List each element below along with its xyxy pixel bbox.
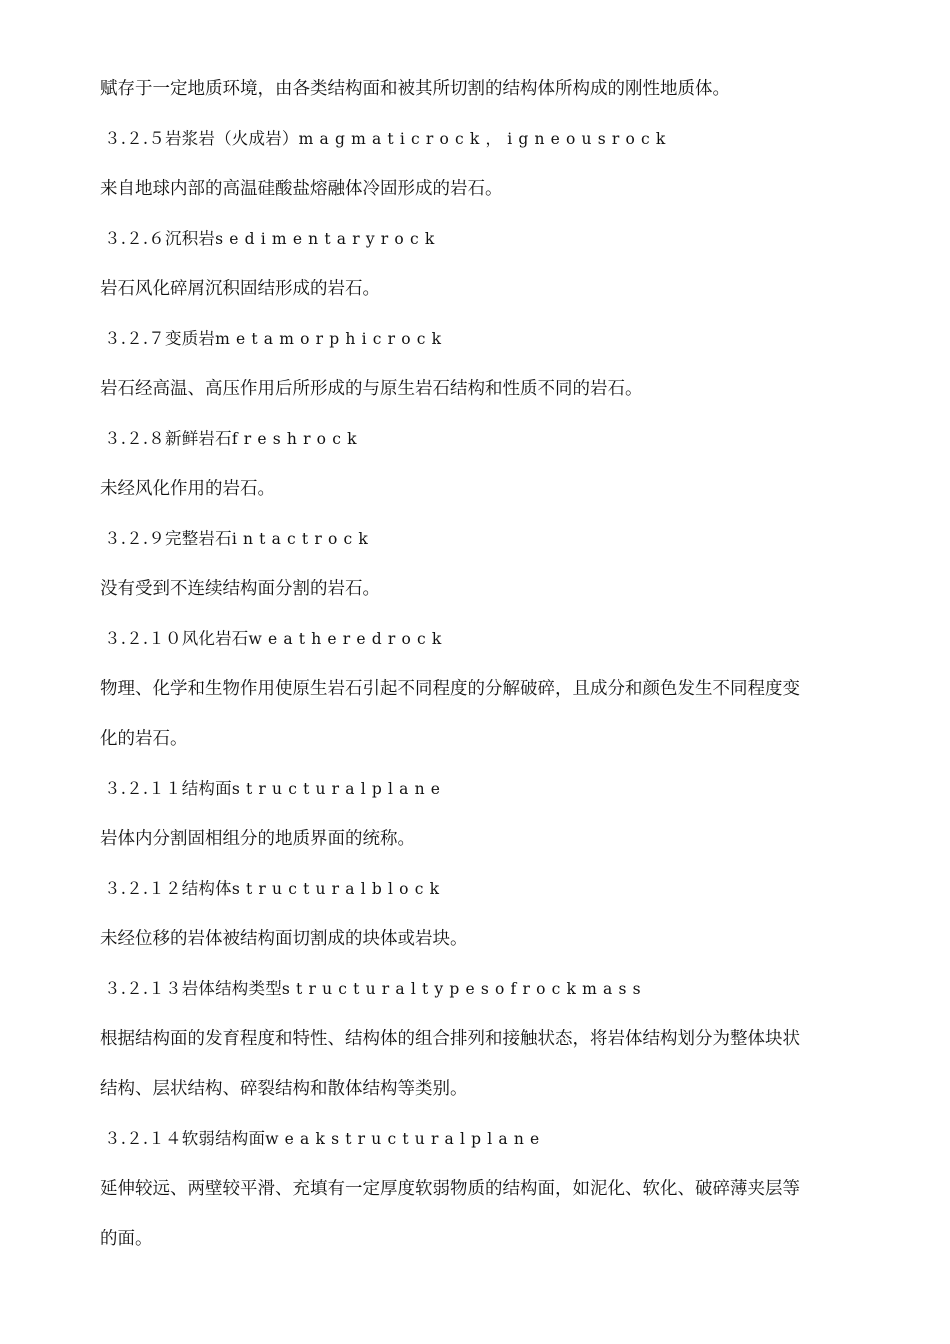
term-english: magmaticrock，igneousrock: [298, 130, 672, 148]
term-definition: 岩体内分割固相组分的地质界面的统称。: [100, 829, 415, 849]
term-heading-3-2-5: [100, 120, 880, 170]
term-heading-3-2-14: [100, 1120, 880, 1170]
term-chinese: 新鲜岩石: [165, 429, 232, 448]
term-heading-3-2-10: [100, 620, 880, 670]
term-english: intactrock: [231, 530, 374, 548]
term-number: ３.２.５: [104, 129, 165, 148]
term-heading-3-2-11: [100, 770, 880, 820]
term-definition: 物理、化学和生物作用使原生岩石引起不同程度的分解破碎，且成分和颜色发生不同程度变: [100, 679, 800, 699]
term-number: ３.２.１３: [104, 979, 182, 998]
term-heading-3-2-7: [100, 320, 880, 370]
term-english: sedimentaryrock: [215, 230, 441, 248]
term-english: metamorphicrock: [215, 330, 448, 348]
term-definition: 根据结构面的发育程度和特性、结构体的组合排列和接触状态，将岩体结构划分为整体块状: [100, 1029, 800, 1049]
term-number: ３.２.７: [104, 329, 165, 348]
term-chinese: 沉积岩: [165, 229, 216, 248]
term-english: structuralblock: [231, 880, 446, 898]
term-definition: 没有受到不连续结构面分割的岩石。: [100, 579, 380, 599]
term-definition-continued: 化的岩石。: [100, 729, 188, 749]
term-number: ３.２.１４: [104, 1129, 182, 1148]
term-number: ３.２.１１: [104, 779, 182, 798]
term-number: ３.２.９: [104, 529, 165, 548]
term-heading-3-2-9: [100, 520, 880, 570]
term-chinese: 变质岩: [165, 329, 216, 348]
document-body: [100, 70, 880, 1270]
term-heading-3-2-6: [100, 220, 880, 270]
term-heading-3-2-12: [100, 870, 880, 920]
term-english: structuraltypesofrockmass: [281, 980, 647, 998]
term-number: ３.２.１０: [104, 629, 182, 648]
term-definition: 来自地球内部的高温硅酸盐熔融体冷固形成的岩石。: [100, 179, 503, 199]
term-chinese: 风化岩石: [181, 629, 249, 648]
term-definition: 岩石经高温、高压作用后所形成的与原生岩石结构和性质不同的岩石。: [100, 379, 643, 399]
term-chinese: 岩体结构类型: [181, 979, 282, 998]
term-definition: 延伸较远、两壁较平滑、充填有一定厚度软弱物质的结构面，如泥化、软化、破碎薄夹层等: [100, 1179, 800, 1199]
term-definition-continued: 的面。: [100, 1229, 153, 1249]
term-heading-3-2-13: [100, 970, 880, 1020]
term-definition-continued: 结构、层状结构、碎裂结构和散体结构等类别。: [100, 1079, 468, 1099]
term-heading-3-2-8: [100, 420, 880, 470]
term-definition: 岩石风化碎屑沉积固结形成的岩石。: [100, 279, 380, 299]
term-number: ３.２.８: [104, 429, 165, 448]
term-chinese: 软弱结构面: [181, 1129, 266, 1148]
term-number: ３.２.１２: [104, 879, 182, 898]
term-english: weatheredrock: [248, 630, 448, 648]
term-definition: 未经风化作用的岩石。: [100, 479, 275, 499]
term-chinese: 岩浆岩（火成岩）: [165, 129, 299, 148]
term-chinese: 结构体: [181, 879, 232, 898]
term-definition: 未经位移的岩体被结构面切割成的块体或岩块。: [100, 929, 468, 949]
term-english: structuralplane: [231, 780, 447, 798]
term-number: ３.２.６: [104, 229, 165, 248]
term-english: freshrock: [231, 430, 363, 448]
term-english: weakstructuralplane: [265, 1130, 546, 1148]
paragraph-line: 赋存于一定地质环境，由各类结构面和被其所切割的结构体所构成的刚性地质体。: [100, 79, 730, 99]
term-chinese: 完整岩石: [165, 529, 232, 548]
term-chinese: 结构面: [181, 779, 232, 798]
